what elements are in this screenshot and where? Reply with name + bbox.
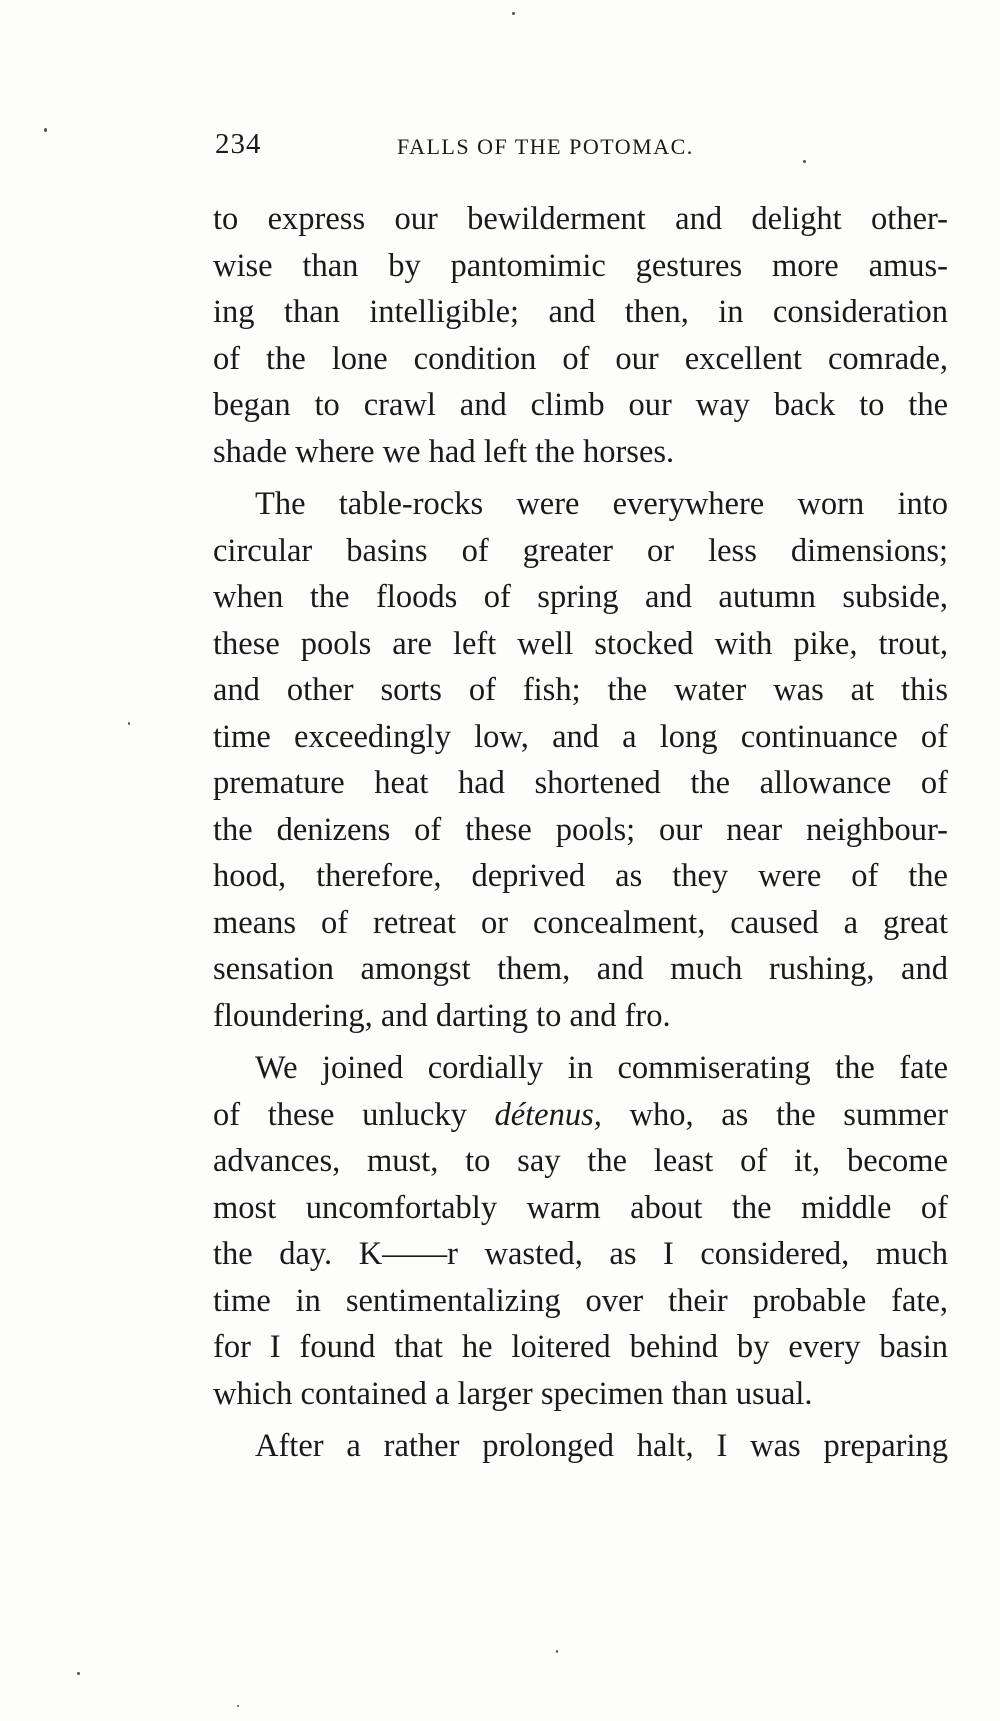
text-line: time exceedingly low, and a long continuance of (213, 718, 948, 755)
text-line: time in sentimentalizing over their probable fate, (213, 1282, 948, 1319)
text-line: the denizens of these pools; our near neighbour- (213, 811, 948, 848)
text-segment: of these unlucky (213, 1096, 467, 1133)
body-text (213, 196, 948, 1470)
text-line: which contained a larger specimen than usual. (213, 1375, 813, 1412)
text-line: when the floods of spring and autumn subside, (213, 579, 948, 615)
text-line: We joined cordially in commiserating the fate (255, 1050, 948, 1086)
text-line: the day. K——r wasted, as I considered, much (213, 1236, 948, 1272)
text-line (213, 1092, 948, 1139)
text-line: The table-rocks were everywhere worn into (255, 486, 948, 522)
text-line: advances, must, to say the least of it, become (213, 1143, 948, 1179)
text-line: these pools are left well stocked with pike, trout, (213, 625, 948, 662)
scan-speck (237, 1705, 239, 1707)
text-line: means of retreat or concealment, caused a great (213, 904, 948, 941)
scan-speck (77, 1672, 80, 1675)
text-line: After a rather prolonged halt, I was preparing (255, 1428, 948, 1464)
running-title: FALLS OF THE POTOMAC. (397, 134, 694, 159)
scan-speck (44, 128, 47, 132)
scan-speck (512, 12, 515, 15)
text-line: circular basins of greater or less dimensions; (213, 532, 948, 569)
text-line: premature heat had shortened the allowance of (213, 765, 948, 801)
text-line: wise than by pantomimic gestures more amus- (213, 247, 948, 284)
italic-term: détenus, (494, 1096, 602, 1133)
page-number: 234 (215, 128, 262, 160)
text-line: and other sorts of fish; the water was at this (213, 672, 948, 708)
text-line: shade where we had left the horses. (213, 433, 675, 470)
text-line: began to crawl and climb our way back to the (213, 387, 948, 423)
text-line: floundering, and darting to and fro. (213, 997, 671, 1034)
text-line: most uncomfortably warm about the middle of (213, 1189, 948, 1226)
text-line: of the lone condition of our excellent comrade, (213, 340, 948, 377)
text-segment: who, as the summer (629, 1096, 949, 1133)
scan-speck (128, 722, 130, 725)
running-head (215, 128, 825, 168)
text-line: hood, therefore, deprived as they were of the (213, 858, 948, 894)
scan-speck (556, 1650, 558, 1653)
text-line: to express our bewilderment and delight other- (213, 201, 948, 237)
text-line: sensation amongst them, and much rushing, and (213, 951, 948, 987)
text-line: ing than intelligible; and then, in consideration (213, 294, 948, 330)
text-line: for I found that he loitered behind by every basin (213, 1329, 948, 1365)
